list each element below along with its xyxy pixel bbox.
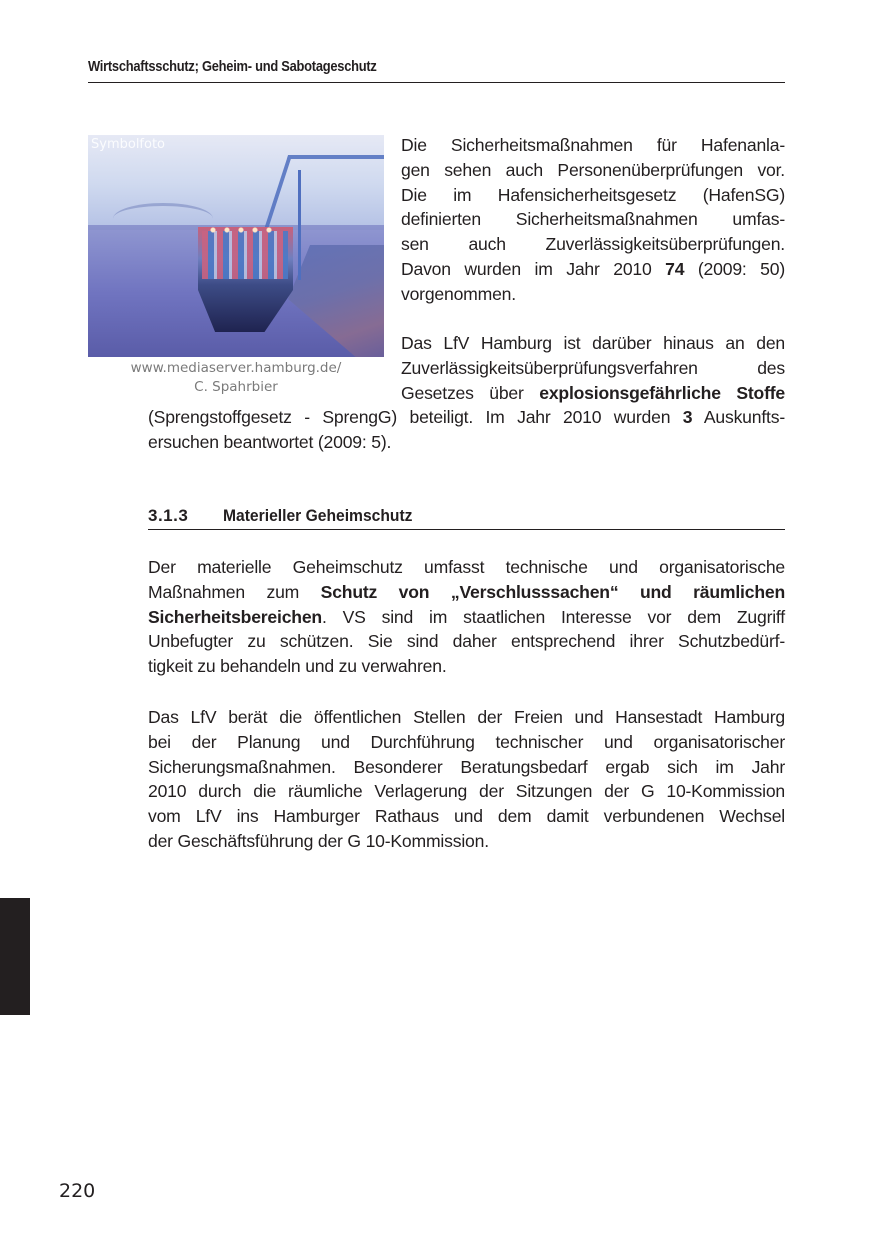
- text-line: sen auch Zuverlässigkeitsüberprüfungen.: [401, 234, 785, 255]
- photo-credit-author: C. Spahrbier: [194, 379, 278, 395]
- text-line: 2010 durch die räumliche Verlagerung der Sitzungen der G 10-Kommission: [148, 781, 785, 802]
- header-rule: [88, 82, 785, 83]
- text-line: vom LfV ins Hamburger Rathaus und dem damit verbundenen Wechsel: [148, 806, 785, 827]
- text-line: tigkeit zu behandeln und zu verwahren.: [148, 656, 447, 677]
- paragraph-sprengg-part2: [148, 405, 785, 455]
- page-number: 220: [59, 1180, 96, 1202]
- paragraph-beratung: [148, 705, 785, 854]
- text-line: Das LfV Hamburg ist darüber hinaus an den: [401, 333, 785, 353]
- text-line: ersuchen beantwortet (2009: 5).: [148, 431, 392, 452]
- emphasis-explosive: explosionsgefährliche Stoffe: [539, 382, 785, 403]
- paragraph-hafensg: [401, 133, 785, 307]
- text-line: Zuverlässigkeitsüberprüfungsverfahren des: [401, 357, 785, 378]
- text-line: Sicherungsmaßnahmen. Besonderer Beratungsbedarf ergab sich im Jahr: [148, 756, 785, 777]
- photo-credit-url: www.mediaserver.hamburg.de/: [130, 360, 342, 376]
- running-header-title: Wirtschaftsschutz; Geheim- und Sabotageschutz: [88, 58, 377, 75]
- symbolfoto-label: Symbolfoto: [91, 137, 166, 152]
- count-2010: 74: [665, 258, 685, 279]
- text-line: bei der Planung und Durchführung technischer und organisatorischer: [148, 731, 785, 752]
- text-line: Maßnahmen zum Schutz von „Verschlusssachen“ und räumlichen: [148, 581, 785, 602]
- section-heading: [148, 506, 785, 526]
- photo-credit: [88, 359, 384, 397]
- emphasis-vs: Schutz von „Verschlusssachen“ und räumlichen: [320, 581, 785, 602]
- text-line: vorgenommen.: [401, 283, 516, 304]
- text-line: Das LfV berät die öffentlichen Stellen der Freien und Hansestadt Hamburg: [148, 707, 785, 727]
- text-line: der Geschäftsführung der G 10-Kommission.: [148, 830, 489, 851]
- count-requests: 3: [682, 407, 693, 427]
- section-rule: [148, 529, 785, 530]
- photo-lights: [206, 227, 276, 233]
- photo-crane-leg: [298, 170, 301, 280]
- text-line: Die Sicherheitsmaßnahmen für Hafenanla-: [401, 135, 785, 155]
- text-line: (Sprengstoffgesetz - SprengG) beteiligt. Im Jahr 2010 wurden 3 Auskunfts-: [148, 407, 785, 427]
- paragraph-geheimschutz: [148, 555, 785, 679]
- text-line: Der materielle Geheimschutz umfasst technische und organisatorische: [148, 557, 785, 577]
- paragraph-sprengg-part1: [401, 331, 785, 405]
- section-number: 3.1.3: [148, 506, 189, 525]
- section-title: Materieller Geheimschutz: [223, 506, 413, 525]
- text-line: Die im Hafensicherheitsgesetz (HafenSG): [401, 184, 785, 205]
- harbor-photo: [88, 135, 384, 357]
- text-line: definierten Sicherheitsmaßnahmen umfas-: [401, 209, 785, 230]
- text-line: Unbefugter zu schützen. Sie sind daher entsprechend ihrer Schutzbedürf-: [148, 631, 785, 652]
- chapter-thumb-tab: [0, 898, 30, 1015]
- text-line: Sicherheitsbereichen. VS sind im staatlichen Interesse vor dem Zugriff: [148, 606, 785, 627]
- text-line: gen sehen auch Personenüberprüfungen vor.: [401, 159, 785, 180]
- emphasis-security-areas: Sicherheitsbereichen: [148, 606, 322, 627]
- text-line: Davon wurden im Jahr 2010 74 (2009: 50): [401, 258, 785, 279]
- photo-containers: [202, 231, 288, 279]
- text-line: Gesetzes über explosionsgefährliche Stoffe: [401, 382, 785, 403]
